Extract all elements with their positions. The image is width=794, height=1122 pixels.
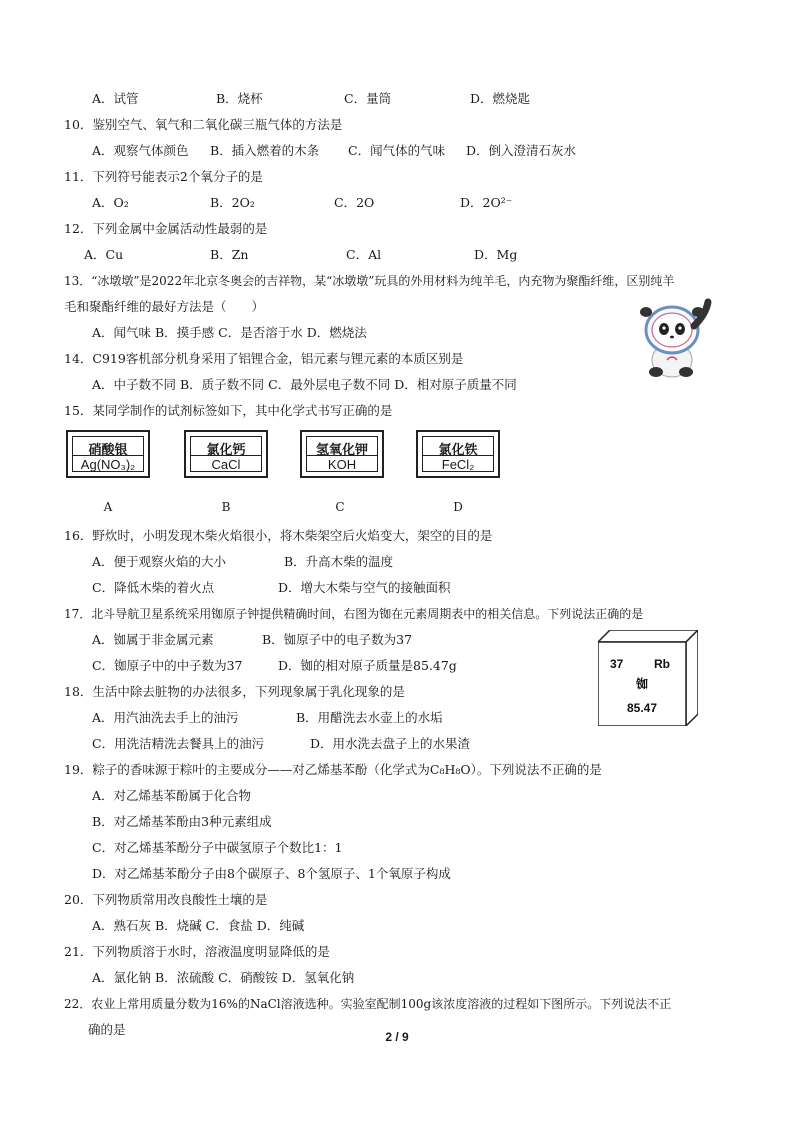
q16-stem: 16．野炊时，小明发现木柴火焰很小，将木柴架空后火焰变大，架空的目的是 bbox=[64, 528, 493, 543]
q11-option-d: D．2O²⁻ bbox=[460, 195, 513, 210]
element-mass: 85.47 bbox=[626, 701, 658, 715]
bing-dwen-dwen-mascot-icon bbox=[632, 296, 716, 380]
q19-option-c: C．对乙烯基苯酚分子中碳氢原子个数比1：1 bbox=[92, 840, 343, 855]
q13-stem-line1: 13．“冰墩墩”是2022年北京冬奥会的吉祥物，某“冰墩墩”玩具的外用材料为纯羊毛，内充物为聚酯纤维，区别纯羊 bbox=[64, 274, 675, 288]
q10-option-a: A．观察气体颜色 bbox=[92, 143, 189, 158]
reagent-caption-d: D bbox=[453, 500, 463, 514]
q9-option-c: C．量筒 bbox=[344, 91, 392, 106]
q20-options: A．熟石灰 B．烧碱 C．食盐 D．纯碱 bbox=[92, 918, 305, 933]
reagent-label-d bbox=[416, 430, 500, 478]
q18-option-d: D．用水洗去盘子上的水果渣 bbox=[310, 736, 471, 751]
reagent-label-name: 氯化钙 bbox=[206, 443, 246, 458]
q19-option-d: D．对乙烯基苯酚分子由8个碳原子、8个氢原子、1个氧原子构成 bbox=[92, 866, 451, 881]
q22-stem-line1: 22．农业上常用质量分数为16%的NaCl溶液选种。实验室配制100g该浓度溶液的过程如下图所示。下列说法不正 bbox=[64, 997, 672, 1011]
reagent-label-name: 氯化铁 bbox=[438, 443, 478, 458]
q12-option-b: B．Zn bbox=[210, 247, 249, 262]
q13-stem-line2: 毛和聚酯纤维的最好方法是（ ） bbox=[64, 299, 265, 314]
reagent-caption-a: A bbox=[103, 500, 113, 514]
q12-option-d: D．Mg bbox=[474, 247, 518, 262]
reagent-label-name: 氢氧化钾 bbox=[315, 443, 368, 458]
reagent-label-c bbox=[300, 430, 384, 478]
q12-option-c: C．Al bbox=[346, 247, 382, 262]
q11-option-b: B．2O₂ bbox=[210, 195, 255, 210]
q19-option-a: A．对乙烯基苯酚属于化合物 bbox=[92, 788, 252, 803]
reagent-label-b bbox=[184, 430, 268, 478]
q9-option-d: D．燃烧匙 bbox=[470, 91, 531, 106]
reagent-caption-c: C bbox=[335, 500, 345, 514]
q19-option-b: B．对乙烯基苯酚由3种元素组成 bbox=[92, 814, 272, 829]
element-symbol: Rb bbox=[654, 657, 670, 671]
q18-option-c: C．用洗洁精洗去餐具上的油污 bbox=[92, 736, 265, 751]
q17-option-d: D．铷的相对原子质量是85.47g bbox=[278, 658, 457, 673]
q18-option-b: B．用醋洗去水壶上的水垢 bbox=[296, 710, 443, 725]
q11-option-a: A．O₂ bbox=[92, 195, 129, 210]
q9-option-a: A．试管 bbox=[92, 91, 139, 106]
q10-option-d: D．倒入澄清石灰水 bbox=[466, 143, 577, 158]
page-number: 2 / 9 bbox=[385, 1030, 409, 1044]
element-cell-rubidium bbox=[598, 630, 698, 726]
q16-option-b: B．升高木柴的温度 bbox=[284, 554, 394, 569]
reagent-label-formula: CaCl bbox=[211, 457, 241, 472]
q17-stem: 17．北斗导航卫星系统采用铷原子钟提供精确时间，右图为铷在元素周期表中的相关信息。下列说法正确的是 bbox=[64, 607, 644, 621]
q17-option-a: A．铷属于非金属元素 bbox=[92, 632, 214, 647]
q18-option-a: A．用汽油洗去手上的油污 bbox=[92, 710, 239, 725]
q18-stem: 18．生活中除去脏物的办法很多，下列现象属于乳化现象的是 bbox=[64, 684, 405, 699]
q11-option-c: C．2O bbox=[334, 195, 375, 210]
reagent-label-formula: KOH bbox=[327, 457, 357, 472]
q16-option-c: C．降低木柴的着火点 bbox=[92, 580, 215, 595]
q14-options: A．中子数不同 B．质子数不同 C．最外层电子数不同 D．相对原子质量不同 bbox=[92, 377, 517, 392]
q16-option-d: D．增大木柴与空气的接触面积 bbox=[278, 580, 451, 595]
q10-stem: 10．鉴别空气、氧气和二氧化碳三瓶气体的方法是 bbox=[64, 117, 343, 132]
q22-stem-line2: 确的是 bbox=[88, 1022, 126, 1037]
reagent-caption-b: B bbox=[221, 500, 231, 514]
q13-options: A．闻气味 B．摸手感 C．是否溶于水 D．燃烧法 bbox=[92, 325, 367, 340]
element-name: 铷 bbox=[635, 677, 649, 691]
q20-stem: 20．下列物质常用改良酸性土壤的是 bbox=[64, 892, 268, 907]
q9-option-b: B．烧杯 bbox=[216, 91, 263, 106]
q19-stem: 19．粽子的香味源于粽叶的主要成分——对乙烯基苯酚（化学式为C₈H₈O）。下列说法不正确的是 bbox=[64, 762, 602, 777]
q17-option-b: B．铷原子中的电子数为37 bbox=[262, 632, 413, 647]
reagent-label-formula: Ag(NO₃)₂ bbox=[80, 457, 136, 472]
reagent-label-formula: FeCl₂ bbox=[441, 457, 475, 472]
reagent-label-name: 硝酸银 bbox=[88, 443, 128, 458]
q10-option-b: B．插入燃着的木条 bbox=[210, 143, 320, 158]
q15-stem: 15．某同学制作的试剂标签如下，其中化学式书写正确的是 bbox=[64, 403, 393, 418]
q17-option-c: C．铷原子中的中子数为37 bbox=[92, 658, 243, 673]
element-number: 37 bbox=[610, 657, 624, 671]
q21-options: A．氯化钠 B．浓硫酸 C．硝酸铵 D．氢氧化钠 bbox=[92, 970, 355, 985]
q10-option-c: C．闻气体的气味 bbox=[348, 143, 446, 158]
reagent-label-a bbox=[66, 430, 150, 478]
q12-stem: 12．下列金属中金属活动性最弱的是 bbox=[64, 221, 268, 236]
q12-option-a: A．Cu bbox=[84, 247, 124, 262]
q14-stem: 14．C919客机部分机身采用了铝锂合金，铝元素与锂元素的本质区别是 bbox=[64, 351, 464, 366]
q21-stem: 21．下列物质溶于水时，溶液温度明显降低的是 bbox=[64, 944, 330, 959]
q11-stem: 11．下列符号能表示2个氧分子的是 bbox=[64, 169, 263, 184]
q16-option-a: A．便于观察火焰的大小 bbox=[92, 554, 227, 569]
